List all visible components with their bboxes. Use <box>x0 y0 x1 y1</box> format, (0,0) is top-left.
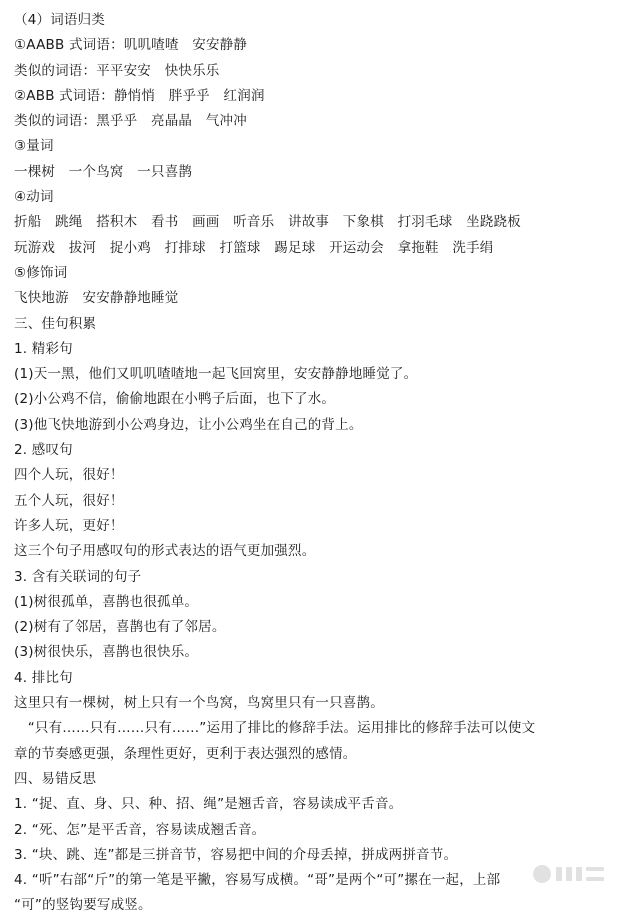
document-line: 3. 含有关联词的句子 <box>14 568 142 585</box>
document-line: (2)树有了邻居，喜鹊也有了邻居。 <box>14 619 226 636</box>
document-line: 许多人玩，更好！ <box>14 517 124 534</box>
document-line: 4. “听”右部“斤”的第一笔是平撇，容易写成横。“哥”是两个“可”摞在一起，上部 <box>14 872 501 889</box>
document-line: 三、佳句积累 <box>14 315 97 332</box>
document-line: 这三个句子用感叹句的形式表达的语气更加强烈。 <box>14 543 316 560</box>
document-line: (3)他飞快地游到小公鸡身边，让小公鸡坐在自己的背上。 <box>14 416 363 433</box>
document-line: ③量词 <box>14 138 54 155</box>
document-line: 四个人玩，很好！ <box>14 467 124 484</box>
document-line: “只有……只有……只有……”运用了排比的修辞手法。运用排比的修辞手法可以使文 <box>14 720 536 737</box>
document-line: 3. “块、跳、连”都是三拼音节，容易把中间的介母丢掉，拼成两拼音节。 <box>14 846 458 863</box>
document-line: ⑤修饰词 <box>14 264 68 281</box>
document-line: (1)树很孤单，喜鹊也很孤单。 <box>14 593 199 610</box>
document-line: ①AABB 式词语：叽叽喳喳 安安静静 <box>14 37 248 54</box>
document-line: 4. 排比句 <box>14 669 73 686</box>
document-line: 2. “死、怎”是平舌音，容易读成翘舌音。 <box>14 821 266 838</box>
document-line: 章的节奏感更强，条理性更好，更利于表达强烈的感情。 <box>14 745 357 762</box>
document-line: “可”的竖钩要写成竖。 <box>14 897 152 914</box>
document-line: ④动词 <box>14 189 54 206</box>
document-line: (3)树很快乐，喜鹊也很快乐。 <box>14 644 199 661</box>
document-line: （4）词语归类 <box>14 12 105 28</box>
document-line: (2)小公鸡不信，偷偷地跟在小鸭子后面，也下了水。 <box>14 391 336 408</box>
document-line: 2. 感叹句 <box>14 442 73 459</box>
document-line: 玩游戏 拔河 捉小鸡 打排球 打篮球 踢足球 开运动会 拿拖鞋 洗手绢 <box>14 239 494 256</box>
document-line: 一棵树 一个鸟窝 一只喜鹊 <box>14 163 193 180</box>
document-line: 四、易错反思 <box>14 770 97 787</box>
document-line: 折船 跳绳 搭积木 看书 画画 听音乐 讲故事 下象棋 打羽毛球 坐跷跷板 <box>14 214 521 231</box>
document-line: 类似的词语：平平安安 快快乐乐 <box>14 62 220 79</box>
document-line: 1. “捉、直、身、只、种、招、绳”是翘舌音，容易读成平舌音。 <box>14 796 403 813</box>
document-line: ②ABB 式词语：静悄悄 胖乎乎 红润润 <box>14 87 265 104</box>
document-line: 飞快地游 安安静静地睡觉 <box>14 290 179 307</box>
document-line: (1)天一黑，他们又叽叽喳喳地一起飞回窝里，安安静静地睡觉了。 <box>14 366 418 383</box>
document-line: 这里只有一棵树，树上只有一个鸟窝，鸟窝里只有一只喜鹊。 <box>14 695 384 712</box>
document-line: 五个人玩，很好！ <box>14 492 124 509</box>
document-line: 1. 精彩句 <box>14 340 73 357</box>
document-line: 类似的词语：黑乎乎 亮晶晶 气冲冲 <box>14 113 247 130</box>
